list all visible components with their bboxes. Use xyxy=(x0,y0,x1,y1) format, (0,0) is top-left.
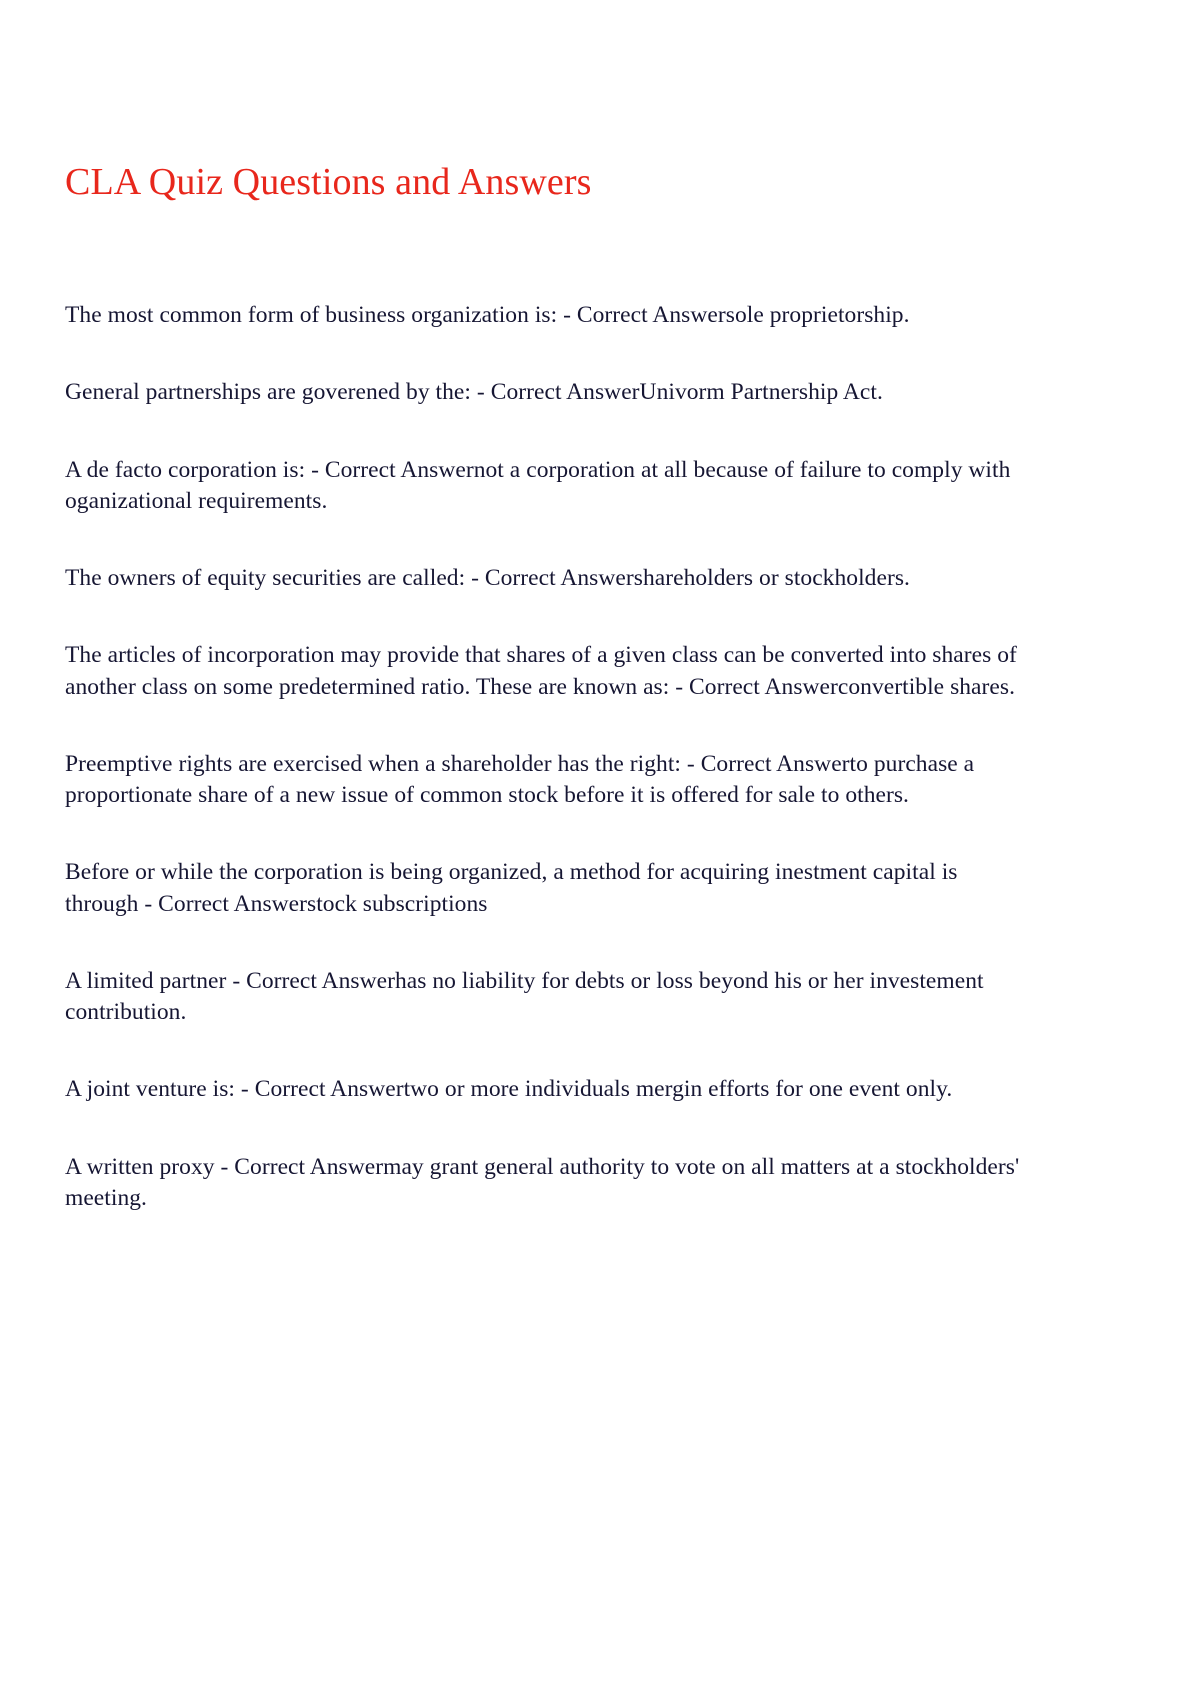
qa-entry: Preemptive rights are exercised when a shareholder has the right: - Correct Answerto purchase a proportionate share of a new issue of common stock before it is offered for sale to others. xyxy=(65,750,975,808)
qa-entry: The owners of equity securities are called: - Correct Answershareholders or stockholders. xyxy=(65,565,910,591)
qa-entry: A limited partner - Correct Answerhas no liability for debts or loss beyond his or her investement contribution. xyxy=(65,967,984,1025)
qa-entry: The most common form of business organization is: - Correct Answersole proprietorship. xyxy=(65,302,910,328)
qa-entry: A de facto corporation is: - Correct Answernot a corporation at all because of failure to comply with oganizational requirements. xyxy=(65,456,1011,514)
qa-entry: Before or while the corporation is being organized, a method for acquiring inestment capital is through - Correct Answerstock subscriptions xyxy=(65,859,958,917)
page-title: CLA Quiz Questions and Answers xyxy=(65,161,592,203)
qa-entry: A joint venture is: - Correct Answertwo or more individuals mergin efforts for one event only. xyxy=(65,1076,953,1103)
qa-entry: The articles of incorporation may provide that shares of a given class can be converted into shares of another class on some predetermined ratio. These are known as: - Correct Answerconvertible shares. xyxy=(65,642,1017,700)
qa-entry: General partnerships are goverened by the: - Correct AnswerUnivorm Partnership Act. xyxy=(65,379,883,406)
qa-entry: A written proxy - Correct Answermay grant general authority to vote on all matters at a stockholders' meeting. xyxy=(65,1153,1020,1211)
document-body xyxy=(65,300,1030,1214)
